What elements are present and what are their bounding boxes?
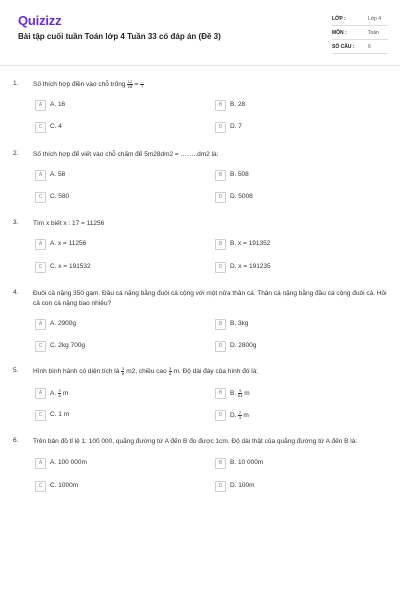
option-letter: A	[35, 170, 46, 181]
meta-row-subject	[332, 26, 388, 40]
fraction: $\frac{12}{28}$	[127, 79, 133, 89]
fraction: $\frac{...}{7}$	[140, 79, 144, 89]
option-text: B. 3kg	[230, 320, 249, 327]
option-text: C. x = 191532	[50, 263, 91, 270]
option-text: A. x = 11256	[50, 240, 87, 247]
option-text: C. 2kg 700g	[50, 342, 86, 349]
meta-label: SỐ CÂU :	[332, 44, 355, 50]
fraction: $\frac{3}{8}$	[121, 366, 124, 376]
option-letter: C	[35, 410, 46, 421]
meta-label: MÔN :	[332, 30, 347, 36]
question-text: Số thích hợp điền vào chỗ trống $\frac{12}{28}$ = $\frac{...}{7}$	[33, 79, 144, 89]
question-text: Trên bản đồ tỉ lệ 1: 100 000, quãng đường từ A đến B đo được 1cm. Độ dài thật của quãng đường từ A đến B là:	[33, 438, 358, 445]
fraction: $\frac{9}{64}$	[237, 388, 243, 398]
option-text: A. 16	[50, 101, 66, 108]
fraction: $\frac{3}{8}$	[169, 366, 172, 376]
meta-value: Lớp 4	[368, 16, 382, 22]
option-letter: A	[35, 319, 46, 330]
option-text: D. $\frac{2}{3}$ m	[230, 410, 249, 420]
question-text: Đuôi cá nặng 350 gam. Đầu cá nặng bằng đuôi cá cộng với một nửa thân cá. Thân cá nặng bằng đầu cá cộng đuôi cá. Hỏi cả con cá nặng bao nhiêu?	[33, 290, 387, 307]
meta-row-class	[332, 12, 388, 26]
option-letter: B	[215, 458, 226, 469]
meta-value: Toán	[368, 30, 379, 36]
option-letter: D	[215, 122, 226, 133]
option-letter: D	[215, 341, 226, 352]
option-letter: C	[35, 122, 46, 133]
option-text: B. $\frac{9}{64}$ m	[230, 388, 250, 398]
question-number: 2.	[13, 150, 19, 157]
option-text: D. 100m	[230, 482, 255, 489]
meta-row-count	[332, 40, 388, 54]
page-title: Bài tập cuối tuần Toán lớp 4 Tuần 33 có đáp án (Đề 3)	[18, 32, 221, 41]
option-letter: D	[215, 410, 226, 421]
quizizz-logo: Quizizz	[18, 13, 62, 28]
question-text: Tìm x biết x : 17 = 11256	[33, 220, 105, 227]
option-letter: D	[215, 192, 226, 203]
option-text: C. 1000m	[50, 482, 79, 489]
option-text: C. 4	[50, 123, 62, 130]
option-text: B. 28	[230, 101, 246, 108]
option-letter: C	[35, 192, 46, 203]
option-text: B. 508	[230, 171, 249, 178]
option-letter: A	[35, 388, 46, 399]
question-number: 1.	[13, 80, 19, 87]
question-number: 4.	[13, 289, 19, 296]
option-text: A. 58	[50, 171, 66, 178]
option-text: D. 7	[230, 123, 242, 130]
option-letter: A	[35, 239, 46, 250]
question-number: 3.	[13, 219, 19, 226]
option-text: B. 10 000m	[230, 459, 264, 466]
fraction: $\frac{2}{3}$	[238, 410, 242, 420]
question-text: Số thích hợp để viết vào chỗ chấm để 5m28dm2 = ……..dm2 là:	[33, 151, 219, 158]
option-letter: B	[215, 239, 226, 250]
meta-table	[332, 12, 388, 54]
option-text: A. $\frac{3}{8}$ m	[50, 388, 69, 398]
option-letter: D	[215, 262, 226, 273]
option-text: D. 5008	[230, 193, 253, 200]
option-letter: B	[215, 319, 226, 330]
option-text: C. 580	[50, 193, 70, 200]
option-text: D. 2800g	[230, 342, 257, 349]
meta-label: LỚP :	[332, 16, 346, 22]
option-text: A. 100 000m	[50, 459, 87, 466]
option-letter: C	[35, 341, 46, 352]
option-text: A. 2900g	[50, 320, 77, 327]
question-text: Hình bình hành có diện tích là $\frac{3}{8}$ m2, chiều cao $\frac{3}{8}$ m. Độ dài đáy của hình đó là:	[33, 366, 259, 376]
option-text: C. 1 m	[50, 411, 70, 418]
header-divider	[0, 65, 400, 66]
option-text: D. x = 191235	[230, 263, 271, 270]
option-letter: C	[35, 481, 46, 492]
option-letter: A	[35, 100, 46, 111]
fraction: $\frac{3}{8}$	[58, 388, 61, 398]
option-letter: B	[215, 100, 226, 111]
option-letter: A	[35, 458, 46, 469]
option-text: B. x = 191352	[230, 240, 271, 247]
option-letter: D	[215, 481, 226, 492]
option-letter: B	[215, 170, 226, 181]
question-number: 6.	[13, 437, 19, 444]
option-letter: B	[215, 388, 226, 399]
question-number: 5.	[13, 367, 19, 374]
meta-value: 6	[368, 44, 371, 50]
option-letter: C	[35, 262, 46, 273]
